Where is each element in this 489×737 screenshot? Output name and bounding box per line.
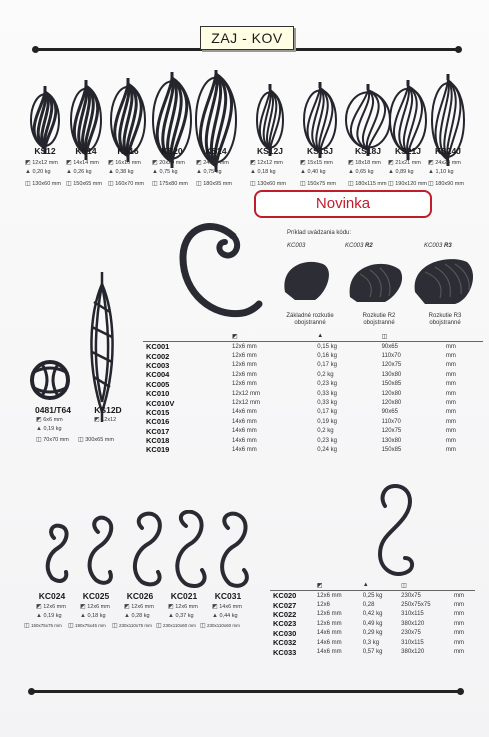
profile-icon: ◩ — [80, 604, 86, 610]
weight-icon: ▲ — [25, 169, 31, 175]
cell-code: KC002 — [146, 351, 170, 361]
cell-unit: mm — [445, 353, 456, 360]
profile-icon: ◩ — [124, 604, 130, 610]
cell-code: KC022 — [273, 609, 297, 619]
s-weight: ▲ 0,19 kg — [36, 613, 62, 619]
s-weight: ▲ 0,44 kg — [212, 613, 238, 619]
s-size: ◫ 230x110x60 mm — [156, 623, 196, 629]
caption-r2: Rozkutie R2 obojstranné — [362, 313, 396, 326]
weight-icon: ▲ — [36, 613, 42, 619]
cell-unit: mm — [445, 409, 456, 416]
s-dim: ◩ 14x6 mm — [212, 604, 242, 610]
cell-weight: 0,17 kg — [317, 362, 337, 369]
profile-icon: ◩ — [196, 160, 202, 166]
basket-size: ◫ 180x95 mm — [196, 181, 232, 187]
kc-table-1 — [143, 331, 483, 455]
size-icon: ◫ — [196, 181, 202, 187]
table-row — [270, 610, 475, 619]
cell-code: KC015 — [146, 407, 170, 417]
weight-icon: ▲ — [212, 613, 218, 619]
size-icon: ◫ — [388, 181, 394, 187]
cell-code: KC027 — [273, 600, 297, 610]
cell-unit: mm — [445, 446, 456, 453]
weight-icon: ▲ — [66, 169, 72, 175]
cell-dim: 14x6 mm — [316, 649, 342, 656]
s-weight: ▲ 0,18 kg — [80, 613, 106, 619]
cell-weight: 0,23 kg — [317, 437, 337, 444]
cell-dim: 12x6 mm — [232, 353, 257, 360]
cell-dim: 14x6 mm — [316, 639, 342, 646]
cell-dim: 14x6 mm — [232, 418, 257, 425]
cell-code: KC033 — [273, 647, 297, 657]
cell-size: 110x70 — [381, 353, 401, 360]
table-row — [143, 436, 483, 445]
basket-code: KS18J — [355, 146, 381, 156]
table-row — [270, 619, 475, 628]
cell-dim: 12x6 mm — [232, 381, 257, 388]
novinka-badge: Novinka — [254, 190, 432, 218]
table-row — [143, 370, 483, 379]
basket-size: ◫ 180x115 mm — [348, 181, 387, 187]
cell-dim: 12x12 mm — [232, 400, 261, 407]
size-icon: ◫ — [428, 181, 434, 187]
size-icon: ◫ — [398, 580, 451, 591]
table-row — [143, 398, 483, 407]
basket-size: ◫ 130x60 mm — [25, 181, 61, 187]
cell-code: KC016 — [146, 417, 170, 427]
basket-code: KS12J — [257, 146, 283, 156]
size-icon: ◫ — [112, 623, 118, 629]
profile-icon: ◩ — [348, 160, 354, 166]
basket-size: ◫ 150x75 mm — [300, 181, 336, 187]
basket-code: KS16 — [117, 146, 139, 156]
c-scroll-illustration — [173, 218, 263, 328]
s-weight: ▲ 0,28 kg — [124, 613, 150, 619]
cell-weight: 0,33 kg — [317, 400, 337, 407]
table-row — [270, 647, 475, 656]
header-blank — [143, 331, 229, 342]
basket-code: KS20 — [161, 146, 183, 156]
basket-dim: ◩ 12x12 mm — [250, 160, 283, 166]
weight-icon: ▲ — [314, 331, 378, 342]
cell-size: 380x120 — [401, 649, 425, 656]
cell-unit: mm — [454, 630, 465, 637]
table-row — [270, 638, 475, 647]
basket-code: KS21J — [395, 146, 421, 156]
size-icon: ◫ — [24, 623, 30, 629]
cell-weight: 0,19 kg — [317, 418, 337, 425]
cell-code: KC020 — [273, 591, 297, 601]
table-row — [270, 629, 475, 638]
weight-icon: ▲ — [152, 169, 158, 175]
cell-dim: 12x6 mm — [316, 611, 342, 618]
basket-dim: ◩ 15x15 mm — [300, 160, 333, 166]
s-scrolls-bottom — [30, 510, 260, 590]
basket-weight: ▲ 0,20 kg — [25, 169, 51, 175]
weight-icon: ▲ — [124, 613, 130, 619]
s-size: ◫ 190x75x45 mm — [68, 623, 106, 629]
cell-size: 250x75x75 — [401, 602, 431, 609]
cell-code: KC019 — [146, 445, 170, 455]
basket-ks12 — [31, 86, 59, 154]
cell-weight: 0,17 kg — [317, 409, 337, 416]
basket-size: ◫ 160x70 mm — [108, 181, 144, 187]
size-icon: ◫ — [379, 331, 443, 342]
s-dim: ◩ 12x6 mm — [80, 604, 110, 610]
profile-icon: ◩ — [212, 604, 218, 610]
basket-dim: ◩ 12x12 mm — [25, 160, 58, 166]
cell-unit: mm — [445, 371, 456, 378]
cell-weight: 0,49 kg — [362, 620, 383, 627]
basket-weight: ▲ 0,18 kg — [250, 169, 276, 175]
table-row — [270, 591, 475, 601]
cell-size: 130x80 — [381, 371, 402, 378]
size-icon: ◫ — [66, 181, 72, 187]
ball-size: ◫ 70x70 mm — [36, 437, 69, 443]
cell-size: 90x65 — [381, 409, 398, 416]
basket-ks24 — [196, 70, 236, 172]
basket-weight: ▲ 0,26 kg — [66, 169, 92, 175]
basket-weight: ▲ 0,89 kg — [388, 169, 414, 175]
cell-dim: 12x6 mm — [316, 592, 342, 599]
header-blank — [270, 580, 314, 591]
cell-size: 120x75 — [381, 428, 402, 435]
profile-icon: ◩ — [25, 160, 31, 166]
table-row — [143, 408, 483, 417]
cell-code: KC017 — [146, 426, 170, 436]
cell-size: 230x75 — [401, 592, 421, 599]
basket-dim: ◩ 20x20 mm — [152, 160, 185, 166]
size-icon: ◫ — [68, 623, 74, 629]
weight-icon: ▲ — [196, 169, 202, 175]
basket-size: ◫ 175x80 mm — [152, 181, 188, 187]
basket-code: KS12 — [34, 146, 56, 156]
cell-code: KC005 — [146, 379, 170, 389]
cell-unit: mm — [445, 343, 456, 350]
s-code: KC026 — [126, 591, 154, 601]
cell-weight: 0,57 kg — [362, 649, 383, 656]
cell-code: KC030 — [273, 628, 297, 638]
s-dim: ◩ 12x6 mm — [36, 604, 66, 610]
weight-icon: ▲ — [300, 169, 306, 175]
cell-unit: mm — [445, 428, 456, 435]
cell-weight: 0,2 kg — [317, 371, 334, 378]
profile-icon: ◩ — [108, 160, 114, 166]
size-icon: ◫ — [348, 181, 354, 187]
cell-size: 150x85 — [381, 381, 402, 388]
cell-size: 150x85 — [381, 446, 402, 453]
cell-unit: mm — [445, 381, 456, 388]
s-dim: ◩ 12x6 mm — [168, 604, 198, 610]
cell-unit: mm — [454, 620, 465, 627]
table-row — [143, 417, 483, 426]
size-icon: ◫ — [156, 623, 162, 629]
profile-icon: ◩ — [36, 604, 42, 610]
cell-size: 230x75 — [401, 630, 421, 637]
rozkutie-samples — [275, 252, 485, 312]
s-dim: ◩ 12x6 mm — [124, 604, 154, 610]
profile-icon: ◩ — [388, 160, 394, 166]
ball-weight: ▲ 0,19 kg — [36, 426, 62, 432]
ks12d-code: KS12D — [94, 405, 122, 415]
cell-unit: mm — [454, 649, 465, 656]
basket-dim: ◩ 14x14 mm — [66, 160, 99, 166]
cell-unit: mm — [445, 390, 456, 397]
basket-dim: ◩ 16x16 mm — [108, 160, 141, 166]
code-example-title: Príklad uvádzania kódu: — [287, 230, 352, 236]
s-code: KC031 — [214, 591, 242, 601]
cell-unit: mm — [454, 611, 465, 618]
cell-code: KC023 — [273, 619, 297, 629]
cell-size: 90x65 — [381, 343, 398, 350]
basket-dim: ◩ 21x21 mm — [388, 160, 421, 166]
cell-weight: 0,23 kg — [317, 381, 337, 388]
basket-dim: ◩ 18x18 mm — [348, 160, 381, 166]
weight-icon: ▲ — [348, 169, 354, 175]
weight-icon: ▲ — [428, 169, 434, 175]
code-label-2: KC003 R2 — [345, 243, 373, 249]
cell-dim: 14x6 mm — [232, 446, 257, 453]
basket-size: ◫ 190x120 mm — [388, 181, 427, 187]
basket-size: ◫ 180x90 mm — [428, 181, 464, 187]
cell-size: 130x80 — [381, 437, 402, 444]
cell-dim: 12x6 mm — [316, 620, 342, 627]
cell-code: KC032 — [273, 638, 297, 648]
basket-dim: ◩ 24x24 mm — [196, 160, 229, 166]
size-icon: ◫ — [300, 181, 306, 187]
profile-icon: ◩ — [250, 160, 256, 166]
ks12d-size: ◫ 300x65 mm — [78, 437, 114, 443]
s-code: KC024 — [38, 591, 66, 601]
cell-dim: 14x6 mm — [316, 630, 342, 637]
cell-unit: mm — [445, 418, 456, 425]
basket-weight: ▲ 0,38 kg — [108, 169, 134, 175]
basket-code: KS24 — [205, 146, 227, 156]
cell-code: KC001 — [146, 342, 170, 352]
cell-unit: mm — [454, 639, 465, 646]
ball-and-spindle — [30, 272, 150, 422]
profile-icon: ◩ — [229, 331, 314, 342]
cell-unit: mm — [454, 602, 465, 609]
cell-weight: 0,3 kg — [362, 639, 380, 646]
size-icon: ◫ — [108, 181, 114, 187]
s-scroll-large — [355, 476, 425, 586]
caption-zakladne: Základné rozkutie obojstranné — [286, 313, 334, 326]
s-code: KC025 — [82, 591, 110, 601]
basket-size: ◫ 130x60 mm — [250, 181, 286, 187]
profile-icon: ◩ — [66, 160, 72, 166]
cell-dim: 14x6 mm — [232, 437, 257, 444]
basket-weight: ▲ 0,75 kg — [196, 169, 222, 175]
cell-code: KC004 — [146, 370, 170, 380]
ball-code: 0481/T64 — [35, 405, 71, 415]
cell-size: 120x80 — [381, 400, 402, 407]
s-size: ◫ 150x75x75 mm — [24, 623, 62, 629]
cell-dim: 12x6 mm — [232, 371, 257, 378]
cell-size: 310x115 — [401, 611, 424, 618]
cell-code: KC018 — [146, 436, 170, 446]
cell-weight: 0,28 — [362, 602, 375, 609]
s-size: ◫ 230x110x75 mm — [112, 623, 152, 629]
cell-dim: 12x6 — [316, 602, 330, 609]
cell-unit: mm — [445, 362, 456, 369]
cell-weight: 0,2 kg — [317, 428, 334, 435]
table-row — [143, 361, 483, 370]
weight-icon: ▲ — [360, 580, 398, 591]
basket-code: KS14 — [75, 146, 97, 156]
basket-dim: ◩ 24x24 mm — [428, 160, 461, 166]
table-row — [143, 389, 483, 398]
cell-size: 380x120 — [401, 620, 425, 627]
cell-dim: 14x6 mm — [232, 428, 257, 435]
bottom-rule — [32, 690, 460, 693]
basket-weight: ▲ 0,75 kg — [152, 169, 178, 175]
cell-dim: 12x6 mm — [232, 362, 257, 369]
cell-size: 120x80 — [381, 390, 402, 397]
weight-icon: ▲ — [168, 613, 174, 619]
profile-icon: ◩ — [314, 580, 360, 591]
cell-code: KC010 — [146, 389, 170, 399]
profile-icon: ◩ — [152, 160, 158, 166]
caption-r3: Rozkutie R3 obojstranné — [428, 313, 462, 326]
cell-unit: mm — [445, 400, 456, 407]
basket-code: KS15J — [307, 146, 333, 156]
cell-weight: 0,33 kg — [317, 390, 337, 397]
weight-icon: ▲ — [108, 169, 114, 175]
basket-weight: ▲ 0,40 kg — [300, 169, 326, 175]
cell-unit: mm — [454, 592, 465, 599]
cell-dim: 14x6 mm — [232, 409, 257, 416]
cell-size: 310x115 — [401, 639, 424, 646]
cell-weight: 0,25 kg — [362, 592, 383, 599]
kc-table-2 — [270, 580, 475, 657]
cell-weight: 0,42 kg — [362, 611, 383, 618]
cell-unit: mm — [445, 437, 456, 444]
ball-dim: ◩ 6x6 mm — [36, 417, 63, 423]
cell-code: KC003 — [146, 360, 170, 370]
cell-weight: 0,15 kg — [317, 343, 337, 350]
weight-icon: ▲ — [388, 169, 394, 175]
table-row — [143, 351, 483, 360]
cell-dim: 12x12 mm — [232, 390, 261, 397]
ks12d-dim: ◩ 12x12 — [94, 417, 117, 423]
weight-icon: ▲ — [250, 169, 256, 175]
s-code: KC021 — [170, 591, 198, 601]
basket-code: KS24J — [435, 146, 461, 156]
header-unit — [443, 331, 483, 342]
size-icon: ◫ — [250, 181, 256, 187]
code-label-3: KC003 R3 — [424, 243, 452, 249]
basket-size: ◫ 150x65 mm — [66, 181, 102, 187]
table-row — [270, 600, 475, 609]
cell-code: KC010V — [146, 398, 175, 408]
size-icon: ◫ — [152, 181, 158, 187]
page-title: ZAJ - KOV — [200, 26, 294, 50]
basket-weight: ▲ 1,10 kg — [428, 169, 454, 175]
table-row — [143, 445, 483, 454]
table-row — [143, 380, 483, 389]
profile-icon: ◩ — [428, 160, 434, 166]
profile-icon: ◩ — [168, 604, 174, 610]
table-row — [143, 427, 483, 436]
s-size: ◫ 230x110x60 mm — [200, 623, 240, 629]
code-label-1: KC003 — [287, 243, 306, 249]
cell-dim: 12x6 mm — [232, 343, 257, 350]
cell-weight: 0,24 kg — [317, 446, 337, 453]
size-icon: ◫ — [25, 181, 31, 187]
s-weight: ▲ 0,37 kg — [168, 613, 194, 619]
cell-size: 110x70 — [381, 418, 401, 425]
table-row — [143, 342, 483, 352]
weight-icon: ▲ — [80, 613, 86, 619]
basket-weight: ▲ 0,65 kg — [348, 169, 374, 175]
cell-weight: 0,29 kg — [362, 630, 383, 637]
cell-size: 120x75 — [381, 362, 402, 369]
cell-weight: 0,16 kg — [317, 353, 337, 360]
profile-icon: ◩ — [300, 160, 306, 166]
size-icon: ◫ — [200, 623, 206, 629]
header-unit — [451, 580, 475, 591]
